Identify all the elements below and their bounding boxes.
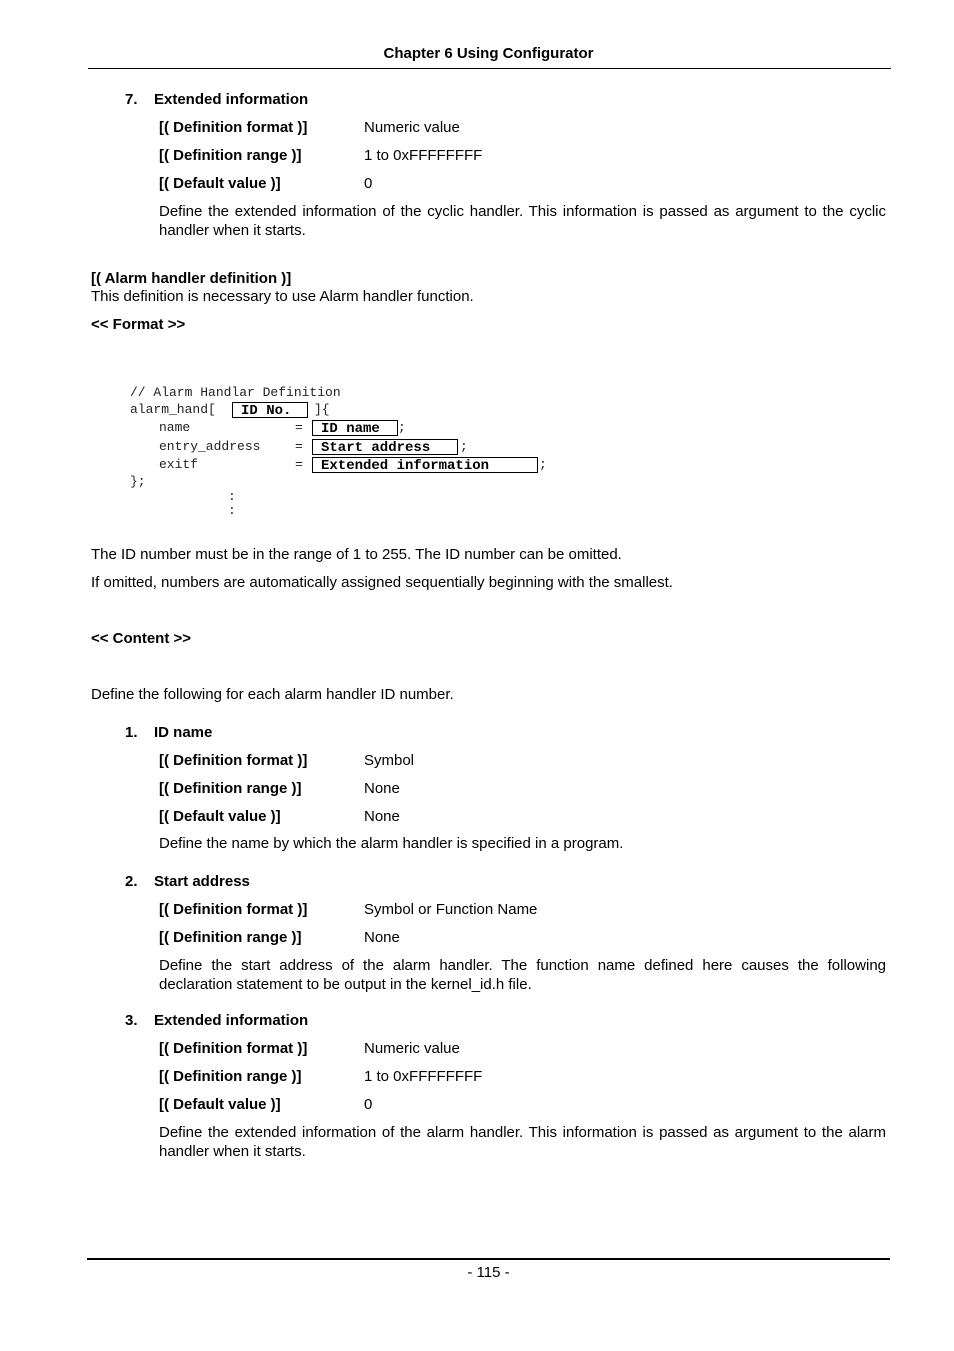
item-title: ID name	[154, 724, 213, 741]
item-description: Define the extended information of the alarm handler. This information is passed as argument to the alarm handler when it starts.	[159, 1124, 886, 1160]
item-number: 7.	[125, 91, 138, 108]
footer-rule	[87, 1258, 890, 1260]
row-value: 1 to 0xFFFFFFFF	[364, 1068, 483, 1085]
code-placeholder-id-name: ID name	[312, 420, 398, 436]
section-intro: This definition is necessary to use Alarm handler function.	[91, 288, 474, 305]
item-title: Extended information	[154, 91, 309, 108]
content-intro: Define the following for each alarm handler ID number.	[91, 686, 454, 703]
row-value: Symbol	[364, 752, 415, 769]
code-field-eq: =	[295, 420, 303, 435]
section-heading: [( Alarm handler definition )]	[91, 270, 292, 287]
row-value: None	[364, 808, 400, 825]
item-description: Define the start address of the alarm handler. The function name defined here causes the following declaration statement to be output in the kernel_id.h file.	[159, 957, 886, 993]
content-heading: << Content >>	[91, 630, 192, 647]
item-number: 2.	[125, 873, 138, 890]
row-label: [( Default value )]	[159, 175, 281, 192]
code-placeholder-extended-information: Extended information	[312, 457, 538, 473]
row-value: 1 to 0xFFFFFFFF	[364, 147, 483, 164]
code-field-key: entry_address	[159, 439, 261, 454]
row-label: [( Definition format )]	[159, 901, 308, 918]
item-description: Define the name by which the alarm handler is specified in a program.	[159, 835, 624, 852]
code-close: };	[130, 474, 146, 489]
row-value: None	[364, 780, 400, 797]
row-value: None	[364, 929, 400, 946]
code-field-eq: =	[295, 439, 303, 454]
row-value: Symbol or Function Name	[364, 901, 538, 918]
item-title: Extended information	[154, 1012, 309, 1029]
item-title: Start address	[154, 873, 250, 890]
code-field-eq: =	[295, 457, 303, 472]
row-value: Numeric value	[364, 119, 460, 136]
row-value: 0	[364, 1096, 373, 1113]
row-label: [( Definition range )]	[159, 147, 302, 164]
row-value: Numeric value	[364, 1040, 460, 1057]
row-label: [( Definition range )]	[159, 929, 302, 946]
code-field-key: exitf	[159, 457, 199, 472]
item-description: Define the extended information of the cyclic handler. This information is passed as argument to the cyclic handler when it starts.	[159, 203, 886, 239]
row-value: 0	[364, 175, 373, 192]
row-label: [( Definition format )]	[159, 752, 308, 769]
page-number: - 115 -	[467, 1264, 510, 1281]
page-header-title: Chapter 6 Using Configurator	[383, 45, 594, 62]
row-label: [( Default value )]	[159, 808, 281, 825]
row-label: [( Definition range )]	[159, 780, 302, 797]
note-text: If omitted, numbers are automatically assigned sequentially beginning with the smallest.	[91, 574, 673, 591]
code-comment: // Alarm Handlar Definition	[130, 385, 341, 400]
code-field-key: name	[159, 420, 191, 435]
code-placeholder-id: ID No.	[232, 402, 308, 418]
code-open-prefix: alarm_hand[	[130, 402, 216, 417]
row-label: [( Definition range )]	[159, 1068, 302, 1085]
item-number: 1.	[125, 724, 138, 741]
row-label: [( Definition format )]	[159, 119, 308, 136]
code-field-semi: ;	[398, 420, 406, 435]
code-placeholder-start-address: Start address	[312, 439, 458, 455]
header-rule	[88, 68, 891, 69]
format-heading: << Format >>	[91, 316, 186, 333]
code-field-semi: ;	[460, 439, 468, 454]
note-text: The ID number must be in the range of 1 to 255. The ID number can be omitted.	[91, 546, 622, 563]
code-open-suffix: ]{	[314, 402, 330, 417]
code-continuation: :	[228, 489, 236, 504]
row-label: [( Default value )]	[159, 1096, 281, 1113]
code-field-semi: ;	[539, 457, 547, 472]
item-number: 3.	[125, 1012, 138, 1029]
row-label: [( Definition format )]	[159, 1040, 308, 1057]
code-continuation: :	[228, 503, 236, 518]
